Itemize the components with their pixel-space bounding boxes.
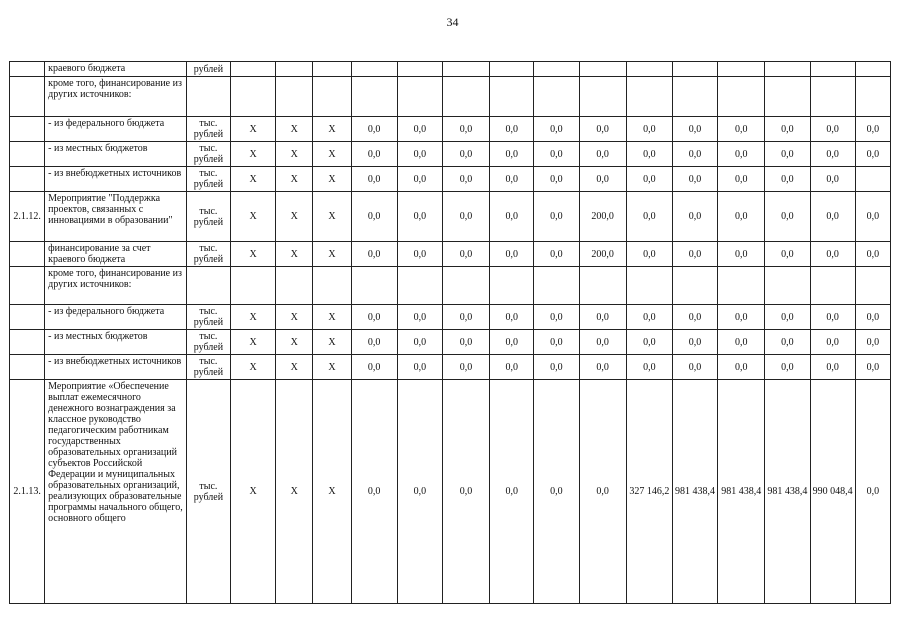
value-cell xyxy=(810,267,855,305)
value-cell: X xyxy=(276,142,313,167)
value-cell: 0,0 xyxy=(397,330,442,355)
value-cell: 0,0 xyxy=(534,355,579,380)
value-cell: 0,0 xyxy=(579,142,626,167)
table-body xyxy=(10,62,891,604)
value-cell: X xyxy=(313,330,351,355)
row-name-cell: - из внебюджетных источников xyxy=(45,167,187,192)
value-cell: 981 438,4 xyxy=(765,380,810,604)
value-cell: 0,0 xyxy=(490,242,534,267)
value-cell: 0,0 xyxy=(855,142,890,167)
value-cell: 0,0 xyxy=(490,167,534,192)
value-cell xyxy=(276,62,313,77)
value-cell: X xyxy=(276,192,313,242)
value-cell: 0,0 xyxy=(397,380,442,604)
value-cell: 0,0 xyxy=(397,192,442,242)
value-cell: 0,0 xyxy=(626,242,672,267)
value-cell xyxy=(765,77,810,117)
value-cell: 0,0 xyxy=(534,192,579,242)
row-unit-cell: тыс. рублей xyxy=(186,117,230,142)
value-cell: 0,0 xyxy=(397,117,442,142)
value-cell: 0,0 xyxy=(672,330,717,355)
value-cell: X xyxy=(230,330,275,355)
value-cell: 0,0 xyxy=(397,242,442,267)
value-cell xyxy=(442,267,489,305)
value-cell: X xyxy=(313,167,351,192)
value-cell: 0,0 xyxy=(490,117,534,142)
value-cell: 0,0 xyxy=(397,142,442,167)
table-row xyxy=(10,62,891,77)
value-cell: 0,0 xyxy=(490,192,534,242)
value-cell: 0,0 xyxy=(534,142,579,167)
value-cell: 0,0 xyxy=(765,192,810,242)
row-unit-cell: тыс. рублей xyxy=(186,355,230,380)
row-code-cell xyxy=(10,355,45,380)
row-code-cell xyxy=(10,62,45,77)
value-cell xyxy=(718,77,765,117)
value-cell: 0,0 xyxy=(672,305,717,330)
table-row xyxy=(10,355,891,380)
value-cell xyxy=(534,62,579,77)
row-name-cell: кроме того, финансирование из других источников: xyxy=(45,267,187,305)
value-cell xyxy=(397,77,442,117)
value-cell: 981 438,4 xyxy=(672,380,717,604)
value-cell: 0,0 xyxy=(810,167,855,192)
value-cell: X xyxy=(230,355,275,380)
value-cell: 0,0 xyxy=(810,330,855,355)
value-cell: 0,0 xyxy=(672,242,717,267)
value-cell: X xyxy=(276,167,313,192)
value-cell xyxy=(442,77,489,117)
value-cell: 0,0 xyxy=(672,355,717,380)
value-cell: 0,0 xyxy=(442,330,489,355)
value-cell: X xyxy=(230,380,275,604)
value-cell: X xyxy=(313,192,351,242)
value-cell: X xyxy=(230,192,275,242)
value-cell: 0,0 xyxy=(855,305,890,330)
value-cell: 0,0 xyxy=(855,355,890,380)
row-unit-cell: рублей xyxy=(186,62,230,77)
value-cell: 0,0 xyxy=(534,167,579,192)
value-cell: X xyxy=(230,142,275,167)
row-code-cell xyxy=(10,242,45,267)
value-cell: 0,0 xyxy=(534,380,579,604)
value-cell: 0,0 xyxy=(672,192,717,242)
value-cell: 0,0 xyxy=(442,142,489,167)
value-cell: 0,0 xyxy=(855,117,890,142)
value-cell: 0,0 xyxy=(718,355,765,380)
value-cell xyxy=(313,77,351,117)
value-cell xyxy=(718,62,765,77)
value-cell: 0,0 xyxy=(855,330,890,355)
value-cell: 0,0 xyxy=(810,355,855,380)
table-row xyxy=(10,77,891,117)
value-cell: 0,0 xyxy=(442,242,489,267)
value-cell: 0,0 xyxy=(855,242,890,267)
row-code-cell xyxy=(10,117,45,142)
table-row xyxy=(10,380,891,604)
value-cell xyxy=(230,77,275,117)
value-cell xyxy=(351,62,397,77)
value-cell: X xyxy=(313,117,351,142)
value-cell: 0,0 xyxy=(534,242,579,267)
value-cell xyxy=(765,62,810,77)
value-cell: 0,0 xyxy=(626,330,672,355)
value-cell: 0,0 xyxy=(765,355,810,380)
value-cell: X xyxy=(276,305,313,330)
page-number: 34 xyxy=(446,15,459,29)
value-cell: 0,0 xyxy=(765,242,810,267)
value-cell: 0,0 xyxy=(810,142,855,167)
row-unit-cell: тыс. рублей xyxy=(186,192,230,242)
value-cell xyxy=(765,267,810,305)
value-cell xyxy=(855,167,890,192)
value-cell: 0,0 xyxy=(351,117,397,142)
value-cell xyxy=(855,267,890,305)
row-code-cell xyxy=(10,142,45,167)
value-cell xyxy=(810,62,855,77)
value-cell: 0,0 xyxy=(626,192,672,242)
value-cell xyxy=(351,267,397,305)
value-cell xyxy=(579,267,626,305)
value-cell: 0,0 xyxy=(718,192,765,242)
value-cell: X xyxy=(276,380,313,604)
value-cell: 0,0 xyxy=(810,117,855,142)
table-row xyxy=(10,192,891,242)
value-cell: 0,0 xyxy=(351,305,397,330)
value-cell xyxy=(442,62,489,77)
value-cell xyxy=(490,267,534,305)
value-cell: 0,0 xyxy=(579,305,626,330)
value-cell: X xyxy=(313,242,351,267)
value-cell xyxy=(276,77,313,117)
row-name-cell: - из местных бюджетов xyxy=(45,330,187,355)
value-cell: 0,0 xyxy=(490,142,534,167)
row-unit-cell: тыс. рублей xyxy=(186,305,230,330)
value-cell: 0,0 xyxy=(442,355,489,380)
value-cell: 0,0 xyxy=(397,355,442,380)
value-cell: 0,0 xyxy=(351,380,397,604)
value-cell xyxy=(313,267,351,305)
row-unit-cell xyxy=(186,267,230,305)
value-cell: 0,0 xyxy=(765,305,810,330)
row-code-cell xyxy=(10,330,45,355)
value-cell xyxy=(490,77,534,117)
value-cell xyxy=(810,77,855,117)
value-cell: 0,0 xyxy=(351,355,397,380)
value-cell: 0,0 xyxy=(442,305,489,330)
value-cell xyxy=(626,267,672,305)
value-cell xyxy=(351,77,397,117)
value-cell: 0,0 xyxy=(765,117,810,142)
table-row xyxy=(10,305,891,330)
row-name-cell: краевого бюджета xyxy=(45,62,187,77)
value-cell: 0,0 xyxy=(442,117,489,142)
row-unit-cell: тыс. рублей xyxy=(186,242,230,267)
value-cell xyxy=(672,267,717,305)
value-cell xyxy=(534,77,579,117)
value-cell: 0,0 xyxy=(397,305,442,330)
value-cell: 0,0 xyxy=(442,167,489,192)
row-code-cell xyxy=(10,305,45,330)
row-name-cell: - из федерального бюджета xyxy=(45,305,187,330)
value-cell: 0,0 xyxy=(397,167,442,192)
value-cell: 0,0 xyxy=(579,167,626,192)
value-cell: X xyxy=(230,117,275,142)
value-cell: 200,0 xyxy=(579,242,626,267)
row-code-cell xyxy=(10,77,45,117)
budget-table xyxy=(9,61,891,604)
value-cell: X xyxy=(230,242,275,267)
value-cell: 0,0 xyxy=(490,355,534,380)
row-code-cell xyxy=(10,167,45,192)
value-cell: 0,0 xyxy=(534,117,579,142)
row-unit-cell: тыс. рублей xyxy=(186,330,230,355)
value-cell: 0,0 xyxy=(855,380,890,604)
value-cell xyxy=(672,62,717,77)
value-cell: 0,0 xyxy=(442,380,489,604)
value-cell xyxy=(397,267,442,305)
value-cell: X xyxy=(276,355,313,380)
value-cell: X xyxy=(313,380,351,604)
value-cell: X xyxy=(276,330,313,355)
row-name-cell: - из внебюджетных источников xyxy=(45,355,187,380)
table-row xyxy=(10,330,891,355)
value-cell: 0,0 xyxy=(490,305,534,330)
value-cell: 0,0 xyxy=(810,305,855,330)
row-code-cell xyxy=(10,267,45,305)
value-cell: 0,0 xyxy=(765,142,810,167)
value-cell: X xyxy=(276,242,313,267)
row-code-cell: 2.1.13. xyxy=(10,380,45,604)
value-cell: 0,0 xyxy=(490,380,534,604)
row-unit-cell: тыс. рублей xyxy=(186,380,230,604)
row-name-cell: Мероприятие «Обеспечение выплат ежемесячного денежного вознаграждения за классное руководство педагогическим работникам государственных образовательных организаций субъектов Российской Федерации и муниципальных образовательных организаций, реализующих образовательные программы начального общего, основного общего xyxy=(45,380,187,604)
value-cell: 981 438,4 xyxy=(718,380,765,604)
value-cell xyxy=(626,62,672,77)
value-cell: 0,0 xyxy=(626,142,672,167)
value-cell: 0,0 xyxy=(810,192,855,242)
value-cell: 0,0 xyxy=(672,142,717,167)
value-cell xyxy=(534,267,579,305)
value-cell: 0,0 xyxy=(490,330,534,355)
value-cell: 0,0 xyxy=(626,117,672,142)
row-name-cell: - из федерального бюджета xyxy=(45,117,187,142)
value-cell: 0,0 xyxy=(810,242,855,267)
value-cell: 200,0 xyxy=(579,192,626,242)
value-cell: 0,0 xyxy=(579,330,626,355)
value-cell xyxy=(490,62,534,77)
value-cell: 0,0 xyxy=(351,330,397,355)
value-cell xyxy=(230,62,275,77)
value-cell xyxy=(672,77,717,117)
table-row xyxy=(10,267,891,305)
value-cell xyxy=(397,62,442,77)
value-cell: X xyxy=(276,117,313,142)
value-cell: 0,0 xyxy=(672,167,717,192)
value-cell xyxy=(855,62,890,77)
value-cell: X xyxy=(313,142,351,167)
table-row xyxy=(10,242,891,267)
value-cell: X xyxy=(313,305,351,330)
value-cell: 0,0 xyxy=(626,355,672,380)
value-cell: 0,0 xyxy=(718,167,765,192)
row-code-cell: 2.1.12. xyxy=(10,192,45,242)
value-cell xyxy=(276,267,313,305)
table-row xyxy=(10,142,891,167)
value-cell: 0,0 xyxy=(718,117,765,142)
value-cell: 0,0 xyxy=(534,330,579,355)
value-cell: 0,0 xyxy=(718,242,765,267)
value-cell: 0,0 xyxy=(579,380,626,604)
value-cell: 0,0 xyxy=(351,142,397,167)
row-unit-cell xyxy=(186,77,230,117)
value-cell: 0,0 xyxy=(626,305,672,330)
value-cell: 990 048,4 xyxy=(810,380,855,604)
value-cell: 0,0 xyxy=(718,330,765,355)
value-cell: 327 146,2 xyxy=(626,380,672,604)
value-cell xyxy=(855,77,890,117)
value-cell: 0,0 xyxy=(626,167,672,192)
value-cell xyxy=(718,267,765,305)
value-cell: 0,0 xyxy=(855,192,890,242)
row-name-cell: Мероприятие "Поддержка проектов, связанных с инновациями в образовании" xyxy=(45,192,187,242)
value-cell: 0,0 xyxy=(351,242,397,267)
value-cell: 0,0 xyxy=(351,167,397,192)
value-cell: 0,0 xyxy=(534,305,579,330)
row-name-cell: - из местных бюджетов xyxy=(45,142,187,167)
value-cell: 0,0 xyxy=(351,192,397,242)
value-cell: 0,0 xyxy=(765,167,810,192)
value-cell: 0,0 xyxy=(718,142,765,167)
value-cell: 0,0 xyxy=(579,117,626,142)
value-cell xyxy=(626,77,672,117)
row-unit-cell: тыс. рублей xyxy=(186,167,230,192)
value-cell: X xyxy=(230,167,275,192)
row-unit-cell: тыс. рублей xyxy=(186,142,230,167)
value-cell: 0,0 xyxy=(442,192,489,242)
value-cell: 0,0 xyxy=(718,305,765,330)
value-cell xyxy=(579,62,626,77)
value-cell: 0,0 xyxy=(579,355,626,380)
table-row xyxy=(10,167,891,192)
row-name-cell: финансирование за счет краевого бюджета xyxy=(45,242,187,267)
value-cell: X xyxy=(230,305,275,330)
value-cell xyxy=(579,77,626,117)
table-row xyxy=(10,117,891,142)
value-cell: 0,0 xyxy=(672,117,717,142)
value-cell: X xyxy=(313,355,351,380)
value-cell xyxy=(230,267,275,305)
row-name-cell: кроме того, финансирование из других источников: xyxy=(45,77,187,117)
value-cell: 0,0 xyxy=(765,330,810,355)
value-cell xyxy=(313,62,351,77)
